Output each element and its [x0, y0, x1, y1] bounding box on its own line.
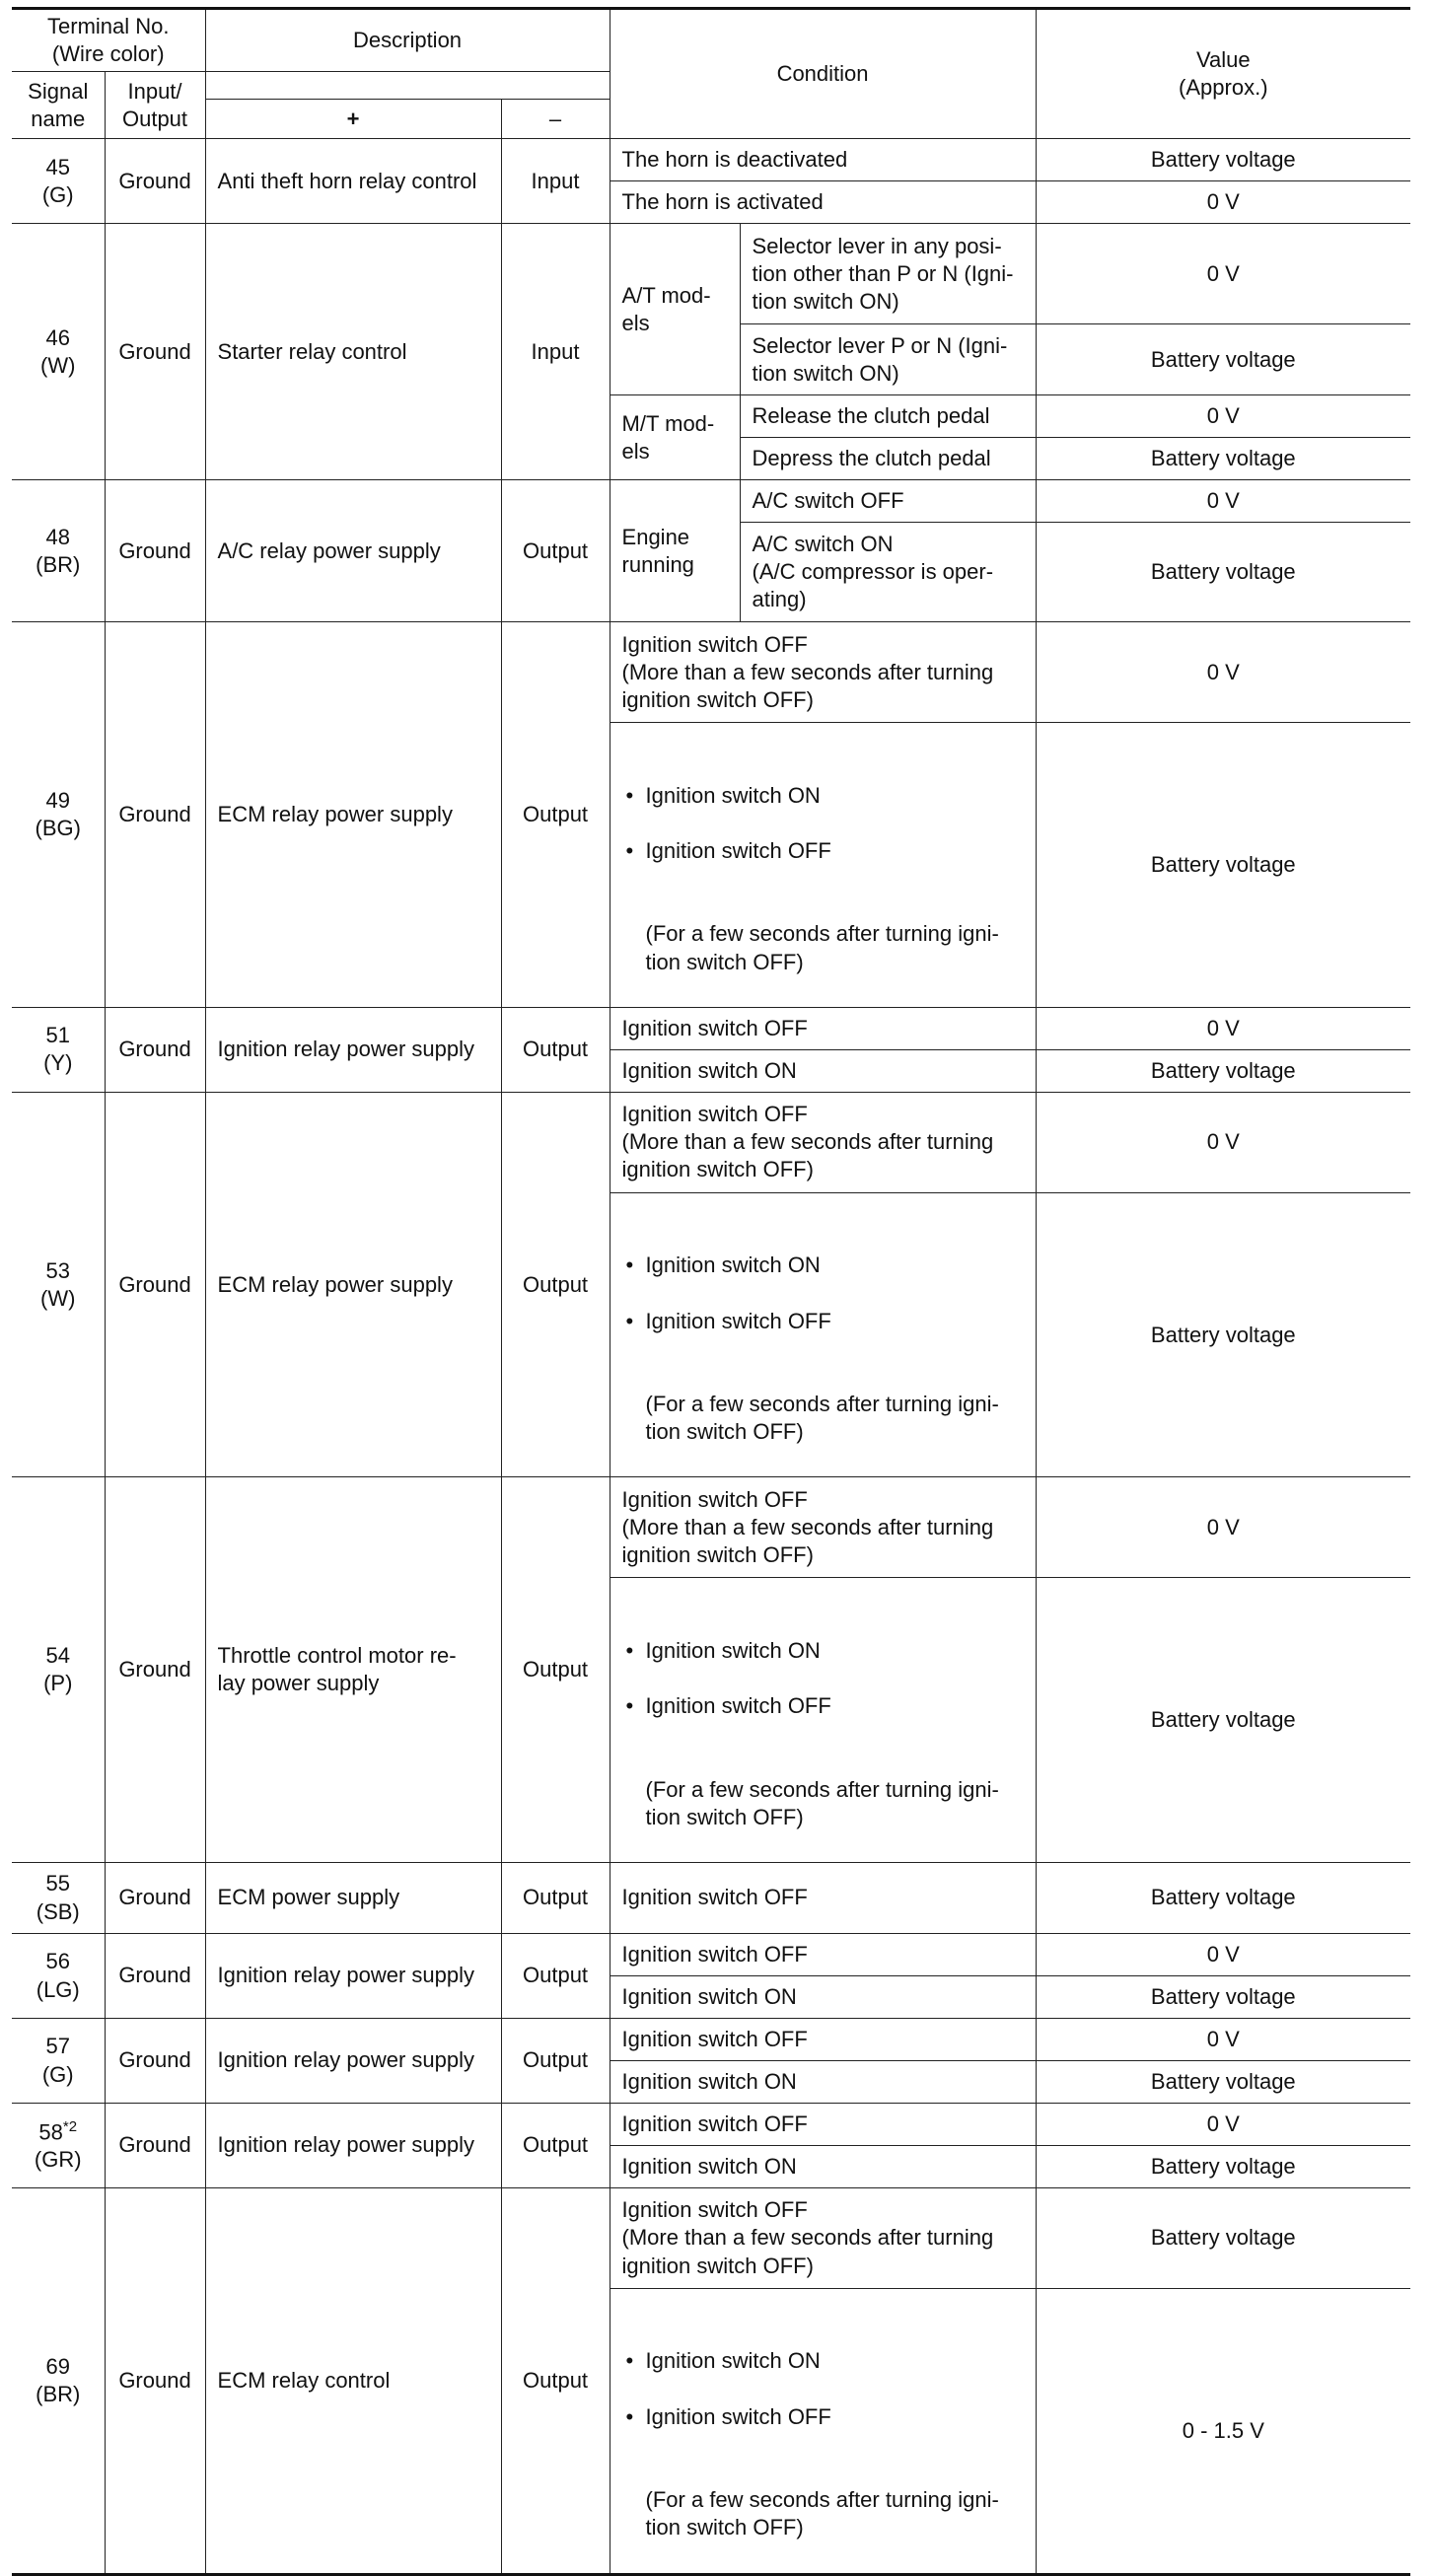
value-cell: 0 V — [1036, 1934, 1410, 1976]
bullet-subtext: (For a few seconds after turning igni- tion switch OFF) — [645, 2487, 999, 2540]
io-cell: Output — [501, 480, 610, 622]
signal-name: ECM relay power supply — [205, 1092, 501, 1477]
signal-name: ECM relay power supply — [205, 622, 501, 1008]
signal-name: Anti theft horn relay control — [205, 139, 501, 224]
value-cell: Battery voltage — [1036, 1192, 1410, 1477]
value-cell: 0 V — [1036, 224, 1410, 324]
condition-cell: A/C switch OFF — [740, 480, 1036, 523]
condition-cell: Ignition switch OFF (More than a few seconds after turning ignition switch OFF) — [610, 622, 1036, 723]
wire-color: (GR) — [34, 2147, 82, 2173]
bullet-subtext: (For a few seconds after turning igni- tion switch OFF) — [645, 921, 999, 974]
header-value — [1036, 9, 1410, 139]
wire-color: (G) — [41, 181, 74, 207]
condition-cell: Ignition switch ON — [610, 1049, 1036, 1092]
io-cell: Output — [501, 2019, 610, 2104]
io-cell: Input — [501, 224, 610, 480]
signal-name: ECM relay control — [205, 2188, 501, 2575]
io-cell: Output — [501, 1934, 610, 2019]
value-cell: Battery voltage — [1036, 324, 1410, 395]
value-cell: Battery voltage — [1036, 723, 1410, 1008]
terminal-number: 58 — [38, 2119, 63, 2144]
wire-color: (LG) — [36, 1976, 80, 2002]
io-cell: Output — [501, 1092, 610, 1477]
condition-cell: Selector lever in any posi- tion other than P or N (Igni- tion switch ON) — [740, 224, 1036, 324]
value-cell: Battery voltage — [1036, 1049, 1410, 1092]
terminal-53 — [12, 1092, 105, 1477]
bullet-subtext: (For a few seconds after turning igni- tion switch OFF) — [645, 1776, 999, 1829]
ground-cell: Ground — [105, 1092, 205, 1477]
terminal-55 — [12, 1863, 105, 1934]
condition-bullets-cell — [610, 1578, 1036, 1863]
value-cell: 0 V — [1036, 2104, 1410, 2146]
terminal-49 — [12, 622, 105, 1008]
condition-cell: Ignition switch OFF — [610, 2019, 1036, 2061]
bullet-item: • Ignition switch ON — [622, 782, 1024, 810]
mt-models-cell: M/T mod- els — [610, 395, 740, 480]
condition-cell: Ignition switch OFF — [610, 1007, 1036, 1049]
io-cell: Input — [501, 139, 610, 224]
condition-bullet-list — [622, 2320, 1024, 2459]
bullet-subtext: (For a few seconds after turning igni- tion switch OFF) — [645, 1391, 999, 1445]
io-cell: Output — [501, 622, 610, 1008]
header-output-text: Output — [121, 106, 188, 131]
terminal-number: 56 — [45, 1949, 70, 1974]
condition-cell: A/C switch ON (A/C compressor is oper- ating) — [740, 523, 1036, 622]
value-cell: Battery voltage — [1036, 139, 1410, 181]
header-approx-text: (Approx.) — [1179, 75, 1268, 101]
value-cell: 0 V — [1036, 2019, 1410, 2061]
ground-cell: Ground — [105, 480, 205, 622]
value-cell: Battery voltage — [1036, 2188, 1410, 2289]
footnote-marker: *2 — [62, 2117, 78, 2135]
terminal-number: 46 — [45, 324, 70, 350]
wire-color: (BG) — [35, 816, 81, 841]
terminal-number: 54 — [45, 1643, 70, 1669]
condition-bullets-cell — [610, 723, 1036, 1008]
condition-cell: The horn is deactivated — [610, 139, 1036, 181]
wire-color: (Y) — [43, 1050, 73, 1076]
condition-cell: Selector lever P or N (Igni- tion switch ON) — [740, 324, 1036, 395]
wire-color: (W) — [40, 1285, 76, 1311]
value-cell: 0 V — [1036, 480, 1410, 523]
ground-cell: Ground — [105, 2019, 205, 2104]
header-value-text: Value — [1195, 47, 1251, 72]
wire-color: (BR) — [36, 2381, 81, 2406]
wire-color: (G) — [41, 2061, 74, 2087]
ground-cell: Ground — [105, 622, 205, 1008]
at-models-cell: A/T mod- els — [610, 224, 740, 395]
header-wire-color-text: (Wire color) — [51, 41, 165, 67]
header-input-output — [105, 72, 205, 139]
terminal-46 — [12, 224, 105, 480]
header-plus: + — [205, 100, 501, 139]
signal-name: Starter relay control — [205, 224, 501, 480]
wire-color: (SB) — [36, 1898, 80, 1924]
signal-name: ECM power supply — [205, 1863, 501, 1934]
ground-cell: Ground — [105, 1863, 205, 1934]
terminal-number: 57 — [45, 2034, 70, 2059]
condition-bullets-cell — [610, 1192, 1036, 1477]
terminal-table-sheet — [12, 7, 1410, 2540]
terminal-number: 45 — [45, 154, 70, 179]
bullet-item: • Ignition switch OFF — [622, 1308, 1024, 1335]
header-input-text: Input/ — [127, 78, 182, 104]
terminal-54 — [12, 1477, 105, 1863]
signal-name: Ignition relay power supply — [205, 1934, 501, 2019]
value-cell: Battery voltage — [1036, 2061, 1410, 2104]
value-cell: 0 V — [1036, 1477, 1410, 1578]
condition-cell: Ignition switch OFF — [610, 1934, 1036, 1976]
bullet-item: • Ignition switch OFF — [622, 1692, 1024, 1720]
terminal-number: 69 — [45, 2353, 70, 2379]
signal-name: A/C relay power supply — [205, 480, 501, 622]
value-cell: Battery voltage — [1036, 1976, 1410, 2019]
signal-name: Throttle control motor re- lay power supply — [205, 1477, 501, 1863]
ecm-terminal-table — [12, 7, 1410, 2576]
ground-cell: Ground — [105, 1934, 205, 2019]
wire-color: (BR) — [36, 551, 81, 577]
value-cell: Battery voltage — [1036, 438, 1410, 480]
value-cell: 0 V — [1036, 181, 1410, 224]
bullet-item: • Ignition switch ON — [622, 1637, 1024, 1665]
io-cell: Output — [501, 2104, 610, 2188]
condition-cell: Release the clutch pedal — [740, 395, 1036, 438]
header-condition: Condition — [610, 9, 1036, 139]
io-cell: Output — [501, 2188, 610, 2575]
signal-name: Ignition relay power supply — [205, 1007, 501, 1092]
ground-cell: Ground — [105, 1007, 205, 1092]
ground-cell: Ground — [105, 139, 205, 224]
bullet-item: • Ignition switch OFF — [622, 2403, 1024, 2431]
terminal-number: 49 — [45, 787, 70, 813]
terminal-58 — [12, 2104, 105, 2188]
condition-cell: Depress the clutch pedal — [740, 438, 1036, 480]
terminal-number: 53 — [45, 1257, 70, 1283]
terminal-51 — [12, 1007, 105, 1092]
header-terminal-no — [12, 9, 205, 72]
value-cell: 0 V — [1036, 1092, 1410, 1192]
ground-cell: Ground — [105, 2104, 205, 2188]
signal-name: Ignition relay power supply — [205, 2019, 501, 2104]
engine-running-cell: Engine running — [610, 480, 740, 622]
bullet-item: • Ignition switch ON — [622, 1252, 1024, 1279]
value-cell: 0 V — [1036, 622, 1410, 723]
condition-bullet-list — [622, 1610, 1024, 1749]
condition-cell: Ignition switch ON — [610, 1976, 1036, 2019]
signal-name: Ignition relay power supply — [205, 2104, 501, 2188]
value-cell: 0 V — [1036, 395, 1410, 438]
wire-color: (P) — [43, 1671, 73, 1696]
terminal-56 — [12, 1934, 105, 2019]
bullet-item: • Ignition switch OFF — [622, 837, 1024, 865]
header-signal-name: Signal name — [12, 72, 105, 139]
wire-color: (W) — [40, 352, 76, 378]
condition-cell: Ignition switch OFF (More than a few seconds after turning ignition switch OFF) — [610, 1477, 1036, 1578]
value-cell: Battery voltage — [1036, 2146, 1410, 2188]
io-cell: Output — [501, 1863, 610, 1934]
terminal-number: 51 — [45, 1023, 70, 1048]
terminal-57 — [12, 2019, 105, 2104]
ground-cell: Ground — [105, 1477, 205, 1863]
condition-cell: Ignition switch OFF (More than a few seconds after turning ignition switch OFF) — [610, 2188, 1036, 2289]
condition-cell: Ignition switch OFF (More than a few seconds after turning ignition switch OFF) — [610, 1092, 1036, 1192]
value-cell: Battery voltage — [1036, 1578, 1410, 1863]
header-description: Description — [205, 9, 610, 72]
value-cell: 0 V — [1036, 1007, 1410, 1049]
condition-bullet-list — [622, 1224, 1024, 1363]
condition-cell: Ignition switch OFF — [610, 1863, 1036, 1934]
terminal-45 — [12, 139, 105, 224]
ground-cell: Ground — [105, 2188, 205, 2575]
condition-cell: Ignition switch ON — [610, 2146, 1036, 2188]
terminal-48 — [12, 480, 105, 622]
condition-cell: The horn is activated — [610, 181, 1036, 224]
condition-bullets-cell — [610, 2289, 1036, 2575]
value-cell: Battery voltage — [1036, 1863, 1410, 1934]
terminal-number: 48 — [45, 524, 70, 549]
io-cell: Output — [501, 1007, 610, 1092]
value-cell: 0 - 1.5 V — [1036, 2289, 1410, 2575]
value-cell: Battery voltage — [1036, 523, 1410, 622]
bullet-item: • Ignition switch ON — [622, 2347, 1024, 2375]
condition-cell: Ignition switch ON — [610, 2061, 1036, 2104]
ground-cell: Ground — [105, 224, 205, 480]
header-terminal-no-text: Terminal No. — [47, 14, 170, 38]
terminal-number: 55 — [45, 1871, 70, 1896]
header-minus: – — [501, 100, 610, 139]
condition-cell: Ignition switch OFF — [610, 2104, 1036, 2146]
condition-bullet-list — [622, 753, 1024, 893]
terminal-69 — [12, 2188, 105, 2575]
io-cell: Output — [501, 1477, 610, 1863]
